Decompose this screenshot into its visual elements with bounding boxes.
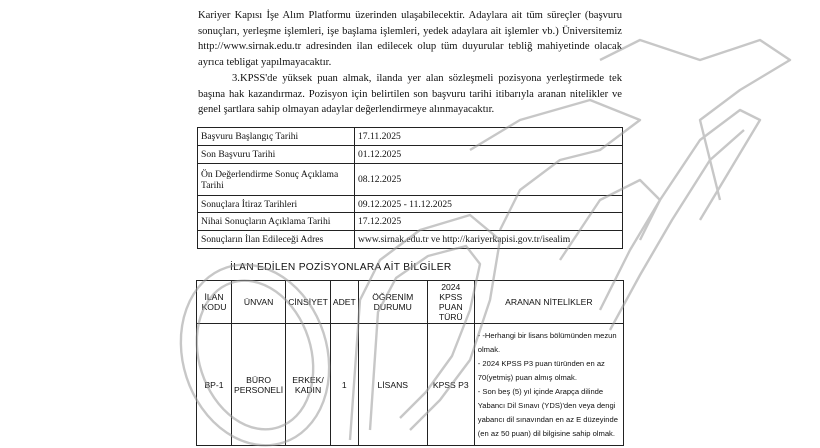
cell-cinsiyet: ERKEK/ KADIN [286, 324, 331, 446]
cell-adet: 1 [330, 324, 358, 446]
header-ogrenim: ÖĞRENİM DURUMU [358, 281, 427, 324]
table-row [198, 196, 623, 213]
intro-text-2 [198, 71, 622, 118]
cell-kod: BP-1 [197, 324, 232, 446]
table-row [197, 324, 624, 446]
header-unvan: ÜNVAN [232, 281, 286, 324]
table-row [198, 164, 623, 196]
table-row [198, 213, 623, 231]
date-label: Son Başvuru Tarihi [198, 146, 355, 164]
intro-paragraph-1: Kariyer Kapısı İşe Alım Platformu üzerinden ulaşabilecektir. Adaylara ait tüm süreçler (başvuru sonuçları, yerleşme işlemleri, işe başlama işlemleri, yedek adaylara ait işlemler vb.) Üniversitemiz http://www.sirnak.edu.tr adresinden ilan edilecek olup tüm duyurular tebliğ mahiyetinde olacak ayrıca tebligat yapılmayacaktır. [198, 10, 622, 68]
date-value: 01.12.2025 [355, 146, 623, 164]
table-header-row [197, 281, 624, 324]
cell-unvan: BÜRO PERSONELİ [232, 324, 286, 446]
date-label: Başvuru Başlangıç Tarihi [198, 128, 355, 146]
date-value: 17.12.2025 [355, 213, 623, 231]
date-label: Sonuçlara İtiraz Tarihleri [198, 196, 355, 213]
date-label: Nihai Sonuçların Açıklama Tarihi [198, 213, 355, 231]
header-adet: ADET [330, 281, 358, 324]
date-value: www.sirnak.edu.tr ve http://kariyerkapisi.gov.tr/isealim [355, 231, 623, 249]
date-label: Sonuçların İlan Edileceği Adres [198, 231, 355, 249]
table-row [198, 128, 623, 146]
requirement-item: - -Herhangi bir lisans bölümünden mezun olmak. [477, 330, 617, 354]
date-value: 09.12.2025 - 11.12.2025 [355, 196, 623, 213]
cell-puan: KPSS P3 [427, 324, 474, 446]
requirement-item: - 2024 KPSS P3 puan türünden en az 70(yetmiş) puan almış olmak. [477, 358, 605, 382]
requirement-item: - Son beş (5) yıl içinde Arapça dilinde Yabancı Dil Sınavı (YDS)'den veya dengi yabancı dil sınavından en az E düzeyinde (en az 50 puan) dil bilgisine sahip olmak. [477, 386, 618, 438]
date-value: 17.11.2025 [355, 128, 623, 146]
section-title: İLAN EDİLEN POZİSYONLARA AİT BİLGİLER [230, 262, 452, 273]
date-label: Ön Değerlendirme Sonuç Açıklama Tarihi [198, 164, 355, 196]
cell-nitelikler [474, 324, 623, 446]
intro-text [198, 8, 622, 70]
cell-ogrenim: LİSANS [358, 324, 427, 446]
date-value: 08.12.2025 [355, 164, 623, 196]
intro-paragraph-2: 3.KPSS'de yüksek puan almak, ilanda yer alan sözleşmeli pozisyona yerleştirmede tek başına hak kazandırmaz. Pozisyon için belirtilen son başvuru tarihi itibarıyla aranan nitelikler ve genel şartlara sahip olmayan adaylar değerlendirmeye alınmayacaktır. [198, 73, 622, 115]
header-aranan-nitelikler: ARANAN NİTELİKLER [474, 281, 623, 324]
header-ilan-kodu: İLAN KODU [197, 281, 232, 324]
positions-table [196, 280, 624, 446]
table-row [198, 231, 623, 249]
table-row [198, 146, 623, 164]
header-cinsiyet: CİNSİYET [286, 281, 331, 324]
header-puan-turu: 2024 KPSS PUAN TÜRÜ [427, 281, 474, 324]
dates-table [197, 127, 623, 249]
